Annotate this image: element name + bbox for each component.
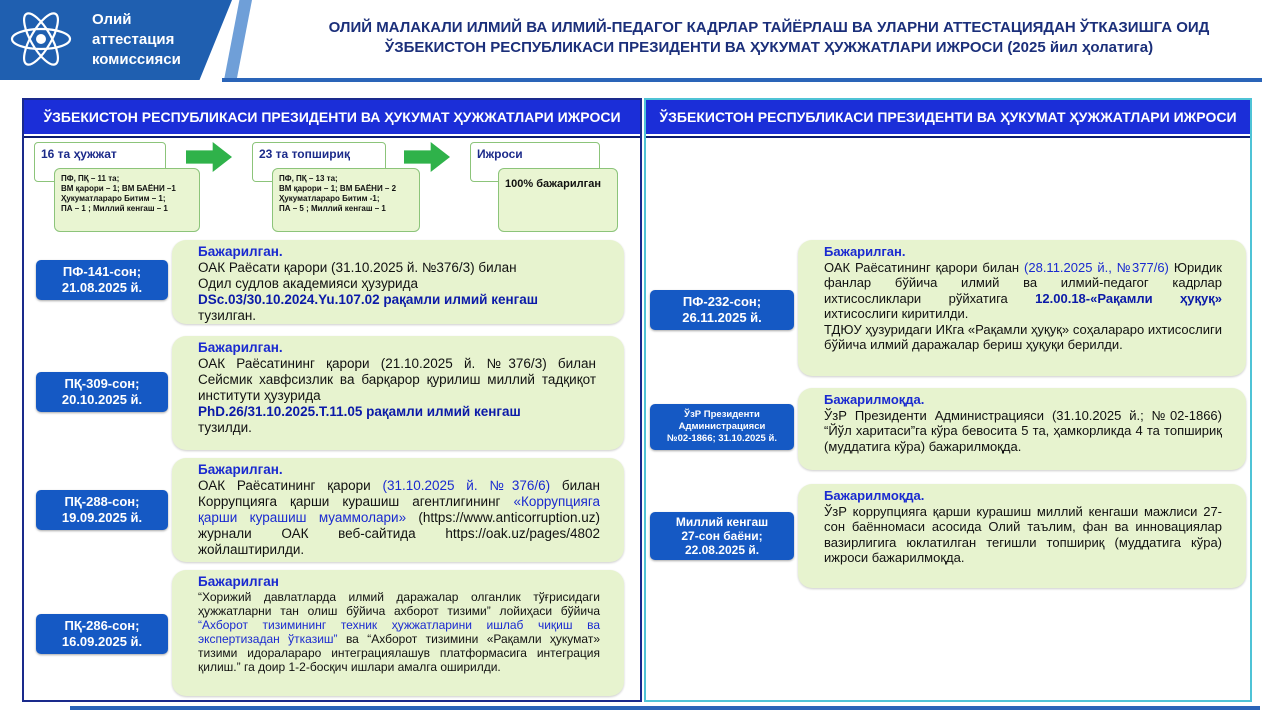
tag-line: ЎзР Президенти [684,409,760,420]
documents-count-label: 16 та ҳужжат [41,147,117,161]
tag-line: 19.09.2025 й. [61,510,143,525]
card-text: Одил судлов академияси ҳузурида [198,276,418,291]
status-label: Бажарилган. [824,244,906,259]
card-text: ОАК Раёсатининг қарори билан [824,259,1020,275]
card-text: билан Коррупцияга қарши курашиш агентлигининг [198,478,600,509]
tasks-breakdown-note [272,168,420,232]
header-logo-stripe [224,0,252,80]
tag-line: 21.08.2025 й. [61,280,143,295]
journal-name: «Коррупцияга қарши курашиш муаммолари» [198,494,600,525]
specialty-code: 12.00.18-«Рақамли ҳуқуқ» [1035,290,1222,306]
task-name: “Ахборот тизимининг техник ҳужжатларини ишлаб чиқиш ва экспертизадан ўтказиш” [198,618,600,646]
status-label: Бажарилган [198,574,279,589]
card-text: ЎзР Президенти Администрацияси (31.10.2025 й.; №02-1866) “Йўл харитаси”га кўра бевосита 5 та, ҳамкорликда 4 та топшириқ (муддатига кўра) бажарилмоқда. [824,407,1222,454]
card-text: “Хорижий давлатларда илмий даражалар олганлик тўғрисидаги ҳужжатларни тан олиш бўйича ахборот тизими” лойиҳаси бўйича [198,590,600,618]
status-card [172,458,624,562]
status-label: Бажарилмоқда. [824,392,925,407]
note-line: ВМ қарори – 1; ВМ БАЁНИ – 2 [279,184,397,193]
document-tag [650,290,794,330]
logo-text [92,10,181,70]
note-line: Ҳукуматлараро Битим -1; [279,194,380,203]
logo-line: комиссияси [92,51,181,68]
status-card [798,388,1246,470]
status-card [798,484,1246,588]
logo-line: Олий [92,11,132,28]
decision-ref: (31.10.2025 й. №376/6) [382,478,551,493]
logo-line: аттестация [92,31,175,48]
tasks-count-label: 23 та топшириқ [259,147,350,161]
status-card [172,336,624,450]
footer-divider [70,706,1260,710]
card-text: га доир 1-2-босқич ишлари амалга оширилди. [243,660,501,674]
note-line: ВМ қарори – 1; ВМ БАЁНИ –1 [61,184,176,193]
status-label: Бажарилган. [198,340,283,355]
note-line: Ҳукуматлараро Битим – 1; [61,194,166,203]
tag-line: ПҚ-288-сон; [64,494,140,509]
document-tag [36,372,168,412]
tag-line: Администрацияси [678,421,766,432]
card-text: Юридик фанлар бўйича илмий ва илмий-педагог кадрлар ихтисосликлари рўйхатига [824,259,1222,306]
card-text: тузилди. [198,420,252,435]
status-label: Бажарилган. [198,462,283,477]
card-text: ОАК Раёсатининг қарори [198,478,371,493]
page-title-line: ЎЗБЕКИСТОН РЕСПУБЛИКАСИ ПРЕЗИДЕНТИ ВА ҲУКУМАТ ҲУЖЖАТЛАРИ ИЖРОСИ (2025 йил ҳолатига) [384,39,1154,56]
page-title-line: ОЛИЙ МАЛАКАЛИ ИЛМИЙ ВА ИЛМИЙ-ПЕДАГОГ КАДРЛАР ТАЙЁРЛАШ ВА УЛАРНИ АТТЕСТАЦИЯДАН ЎТКАЗИШГА ОИД [328,19,1210,36]
tag-line: 16.09.2025 й. [61,634,143,649]
atom-logo-icon [8,6,74,72]
tag-line: ПҚ-309-сон; [64,376,140,391]
tag-line: Миллий кенгаш [675,515,769,529]
council-code: PhD.26/31.10.2025.T.11.05 рақамли илмий кенгаш [198,404,521,419]
status-card [172,240,624,324]
card-text: тузилган. [198,308,257,323]
right-panel [644,98,1252,702]
execution-result-text: 100% бажарилган [505,178,601,190]
left-panel [22,98,642,702]
document-tag [650,512,794,560]
execution-label: Ижроси [477,147,523,161]
status-card [172,570,624,696]
card-text: ТДЮУ ҳузуридаги ИКга «Рақамли ҳуқуқ» соҳалараро ихтисослиги бўйича илмий даражалар бериш ҳуқуқи берилди. [824,321,1222,352]
tag-line: 20.10.2025 й. [61,392,143,407]
right-panel-heading: ЎЗБЕКИСТОН РЕСПУБЛИКАСИ ПРЕЗИДЕНТИ ВА ҲУКУМАТ ҲУЖЖАТЛАРИ ИЖРОСИ [646,100,1250,136]
tag-line: 26.11.2025 й. [682,310,762,325]
decision-ref: (28.11.2025 й., №377/6) [1024,259,1169,275]
status-card [798,240,1246,376]
note-line: ПА – 1 ; Миллий кенгаш – 1 [61,204,168,213]
card-text: ОАК Раёсатининг қарори (21.10.2025 й. №376/3) билан Сейсмик хавфсизлик ва барқарор қурилиш миллий тадқиқот институти ҳузурида [198,356,596,403]
note-line: ПФ, ПҚ – 11 та; [61,174,120,183]
council-code: DSc.03/30.10.2024.Yu.107.02 рақамли илмий кенгаш [198,292,539,307]
tag-line: ПҚ-286-сон; [64,618,140,633]
card-text: (https://www.anticorruption.uz) журнали ОАК веб-сайтида https://oak.uz/pages/4802 жойлаштирилди. [198,510,600,557]
card-text: ОАК Раёсати қарори (31.10.2025 й. №376/3) билан [198,260,517,275]
header-divider [222,78,1262,82]
note-line: ПФ, ПҚ – 13 та; [279,174,338,183]
tag-line: 22.08.2025 й. [684,543,760,557]
tag-line: №02-1866; 31.10.2025 й. [667,433,777,444]
note-line: ПА – 5 ; Миллий кенгаш – 1 [279,204,386,213]
document-tag [36,260,168,300]
tag-line: ПФ-232-сон; [682,294,762,309]
tag-line: 27-сон баёни; [681,529,763,543]
status-label: Бажарилмоқда. [824,488,925,503]
tag-line: ПФ-141-сон; [62,264,142,279]
card-text: ва “Ахборот тизимини «Рақамли ҳукумат» тизими идоралараро интеграциялашув платформасига интеграция қилиш.” [198,632,600,674]
left-panel-heading: ЎЗБЕКИСТОН РЕСПУБЛИКАСИ ПРЕЗИДЕНТИ ВА ҲУКУМАТ ҲУЖЖАТЛАРИ ИЖРОСИ [24,100,640,136]
documents-breakdown-note [54,168,200,232]
document-tag [36,490,168,530]
card-text: ЎзР коррупцияга қарши курашиш миллий кенгаши мажлиси 27-сон баённомаси асосида Олий таълим, фан ва инновациялар вазирлигига юклатилган тегишли топшириқ (муддатига кўра) ижроси бажарилмоқда. [824,503,1222,565]
document-tag [650,404,794,450]
card-text: ихтисослиги киритилди. [824,306,969,321]
page-title [286,18,1252,58]
document-tag [36,614,168,654]
execution-result-note [498,168,618,232]
status-label: Бажарилган. [198,244,283,259]
